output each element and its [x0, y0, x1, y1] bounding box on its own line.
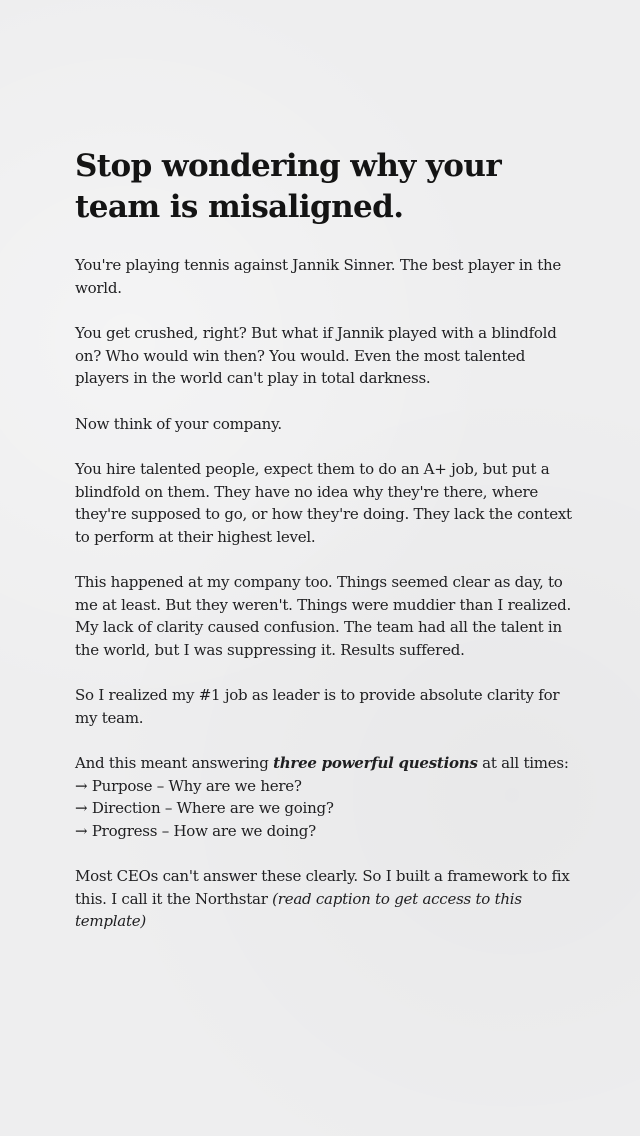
paragraph-company: Now think of your company. [75, 414, 282, 433]
question-direction: → Direction – Where are we going? [75, 799, 334, 817]
paragraph-tennis: You're playing tennis against Jannik Sinner. The best player in the world. [75, 256, 562, 297]
paragraph-clarity: So I realized my #1 job as leader is to provide absolute clarity for my team. [75, 686, 560, 727]
northstar-text: Most CEOs can't answer these clearly. So I built a framework to fix this. I call it the Northstar [75, 867, 570, 908]
question-progress: → Progress – How are we doing? [75, 821, 316, 840]
question-purpose: → Purpose – Why are we here? [75, 776, 302, 795]
paragraph-story: This happened at my company too. Things seemed clear as day, to me at least. But they weren't. Things were muddier than I realized. My lack of clarity caused confusion. The team had all the talent in the world, but I was suppressing it. Results suffered. [75, 573, 572, 659]
paragraph-blindfold: You get crushed, right? But what if Jannik played with a blindfold on? Who would win then? You would. Even the most talented players in the world can't play in total darkness. [75, 324, 557, 387]
headline: Stop wondering why your team is misaligned. [75, 148, 502, 225]
questions-lead: And this meant answering [75, 754, 274, 772]
paragraph-questions [75, 752, 576, 842]
paragraph-talent: You hire talented people, expect them to do an A+ job, but put a blindfold on them. They have no idea why they're there, where they're supposed to go, or how they're doing. They lack the context to perform at their highest level. [75, 460, 572, 546]
paragraph-northstar [75, 865, 576, 933]
questions-emphasis: three powerful questions [273, 754, 478, 772]
caption-note: (read caption to get access to this template) [75, 889, 522, 930]
questions-tail: at all times: [477, 754, 569, 772]
